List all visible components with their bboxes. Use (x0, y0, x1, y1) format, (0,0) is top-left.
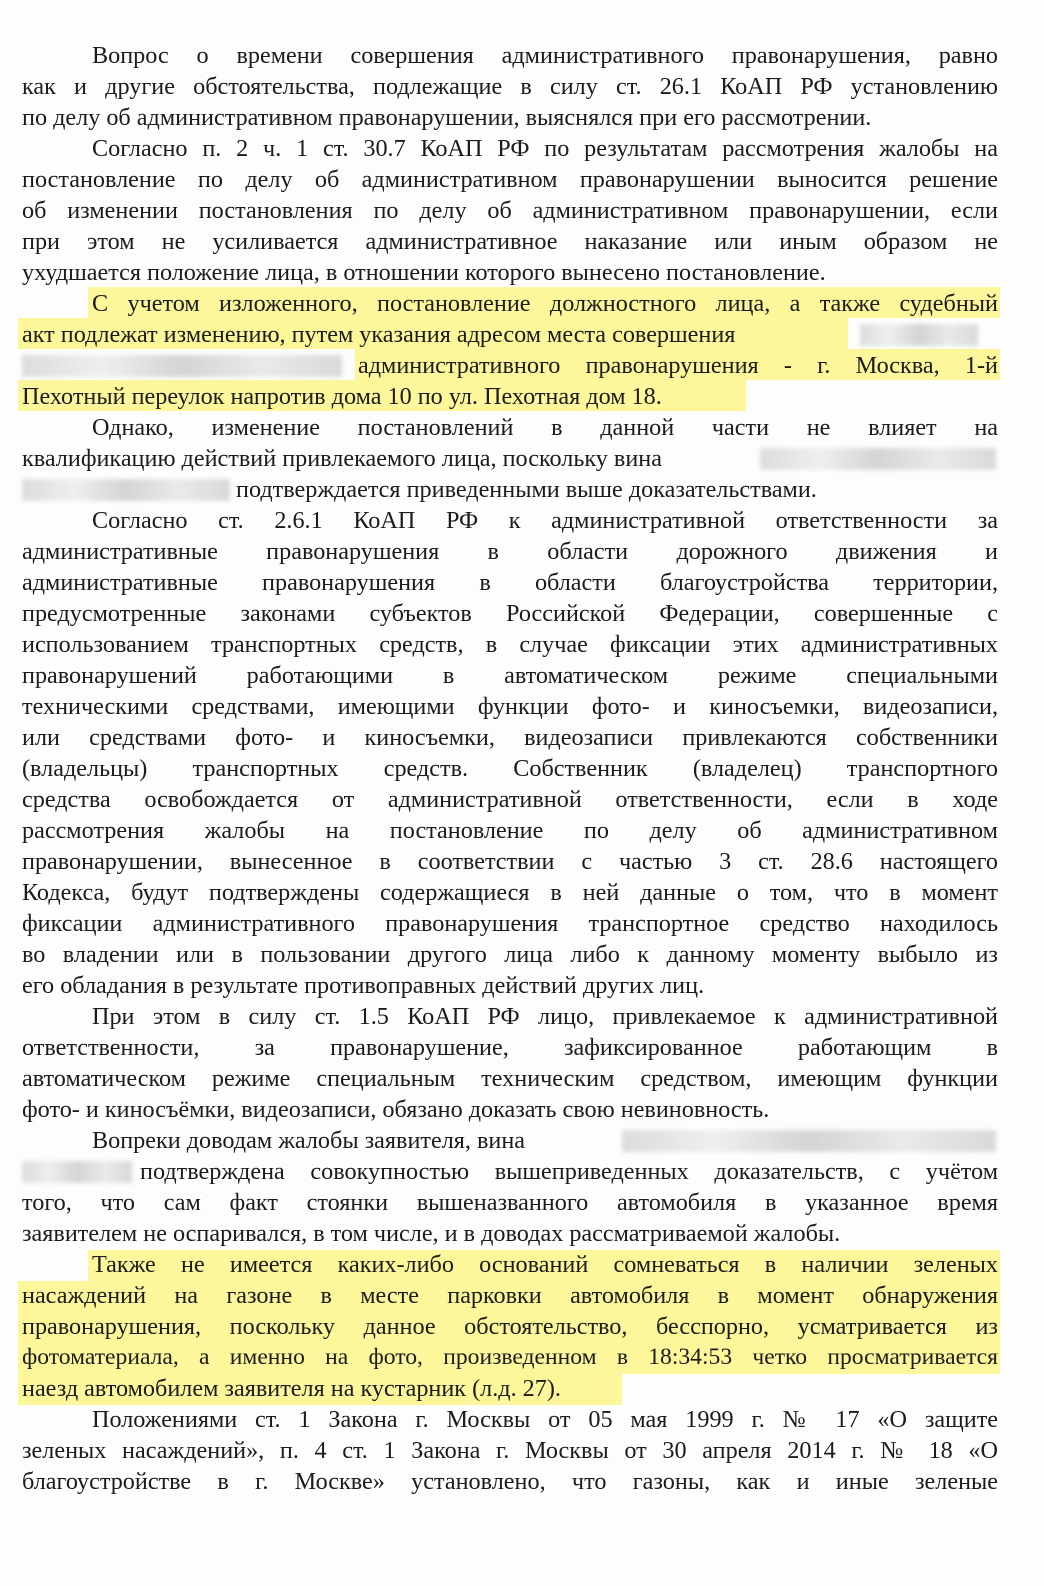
text-line: Пехотный переулок напротив дома 10 по ул. Пехотная дом 18. (22, 383, 662, 410)
text-line: административные правонарушения в области дорожного движения и (22, 538, 998, 565)
text-line: квалификацию действий привлекаемого лица, поскольку вина (22, 445, 662, 472)
text-line: ответственности, за правонарушение, зафиксированное работающим в (22, 1034, 998, 1061)
text-line: как и другие обстоятельства, подлежащие в силу ст. 26.1 КоАП РФ установлению (22, 73, 998, 100)
text-line: предусмотренные законами субъектов Российской Федерации, совершенные с (22, 600, 998, 627)
text-line: его обладания в результате противоправных действий других лиц. (22, 972, 705, 999)
text-line: об изменении постановления по делу об административном правонарушении, если (22, 197, 998, 224)
text-line: средства освобождается от административной ответственности, если в ходе (22, 786, 998, 813)
redaction (22, 479, 230, 501)
text-line: При этом в силу ст. 1.5 КоАП РФ лицо, привлекаемое к административной (92, 1003, 998, 1030)
text-line: Также не имеется каких-либо оснований сомневаться в наличии зеленых (92, 1251, 998, 1278)
text-line: наезд автомобилем заявителя на кустарник (л.д. 27). (22, 1375, 561, 1402)
text-line: Вопреки доводам жалобы заявителя, вина (92, 1127, 526, 1154)
text-line: зеленых насаждений», п. 4 ст. 1 Закона г. Москвы от 30 апреля 2014 г. № 18 «О (22, 1437, 998, 1464)
redaction (760, 448, 996, 470)
text-line: административные правонарушения в области благоустройства территории, (22, 569, 998, 596)
text-line: (владельцы) транспортных средств. Собственник (владелец) транспортного (22, 755, 998, 782)
text-line: фиксации административного правонарушения транспортное средство находилось (22, 910, 998, 937)
text-line: заявителем не оспаривался, в том числе, и в доводах рассматриваемой жалобы. (22, 1220, 841, 1247)
text-line: благоустройстве в г. Москве» установлено, что газоны, как и иные зеленые (22, 1468, 998, 1495)
text-line: или средствами фото- и киносъемки, видеозаписи привлекаются собственники (22, 724, 998, 751)
text-line: Вопрос о времени совершения административного правонарушения, равно (92, 42, 998, 69)
redaction (22, 355, 342, 377)
text-line: использованием транспортных средств, в случае фиксации этих административных (22, 631, 998, 658)
text-line: Согласно ст. 2.6.1 КоАП РФ к административной ответственности за (92, 507, 998, 534)
text-line: Положениями ст. 1 Закона г. Москвы от 05 мая 1999 г. № 17 «О защите (92, 1406, 998, 1433)
text-line: рассмотрения жалобы на постановление по делу об административном (22, 817, 998, 844)
text-line: постановление по делу об административном правонарушении выносится решение (22, 166, 998, 193)
redaction (860, 324, 978, 346)
text-line: по делу об административном правонарушении, выяснялся при его рассмотрении. (22, 104, 872, 131)
redaction (22, 1161, 132, 1183)
text-line: правонарушении, вынесенное в соответствии с частью 3 ст. 28.6 настоящего (22, 848, 998, 875)
text-line: С учетом изложенного, постановление должностного лица, а также судебный (92, 290, 998, 317)
text-line: Однако, изменение постановлений в данной части не влияет на (92, 414, 998, 441)
text-line: того, что сам факт стоянки вышеназванного автомобиля в указанное время (22, 1189, 998, 1216)
text-line: акт подлежат изменению, путем указания адресом места совершения (22, 321, 736, 348)
text-line: ухудшается положение лица, в отношении которого вынесено постановление. (22, 259, 826, 286)
text-line: правонарушения, поскольку данное обстоятельство, бесспорно, усматривается из (22, 1313, 998, 1340)
text-line: техническими средствами, имеющими функции фото- и киносъемки, видеозаписи, (22, 693, 998, 720)
text-line: подтверждается приведенными выше доказательствами. (236, 476, 817, 503)
text-line: фотоматериала, а именно на фото, произведенном в 18:34:53 четко просматривается (22, 1344, 998, 1370)
text-line: административного правонарушения - г. Москва, 1-й (358, 352, 998, 379)
text-line: во владении или в пользовании другого лица либо к данному моменту выбыло из (22, 941, 998, 968)
text-line: автоматическом режиме специальным техническим средством, имеющим функции (22, 1065, 998, 1092)
text-line: фото- и киносъёмки, видеозаписи, обязано доказать свою невиновность. (22, 1096, 770, 1123)
text-line: насаждений на газоне в месте парковки автомобиля в момент обнаружения (22, 1282, 998, 1309)
redaction (622, 1130, 996, 1152)
text-line: Кодекса, будут подтверждены содержащиеся в ней данные о том, что в момент (22, 879, 998, 906)
text-line: подтверждена совокупностью вышеприведенных доказательств, с учётом (140, 1158, 998, 1185)
text-line: Согласно п. 2 ч. 1 ст. 30.7 КоАП РФ по результатам рассмотрения жалобы на (92, 135, 998, 162)
text-line: при этом не усиливается административное наказание или иным образом не (22, 228, 998, 255)
text-line: правонарушений работающими в автоматическом режиме специальными (22, 662, 998, 689)
